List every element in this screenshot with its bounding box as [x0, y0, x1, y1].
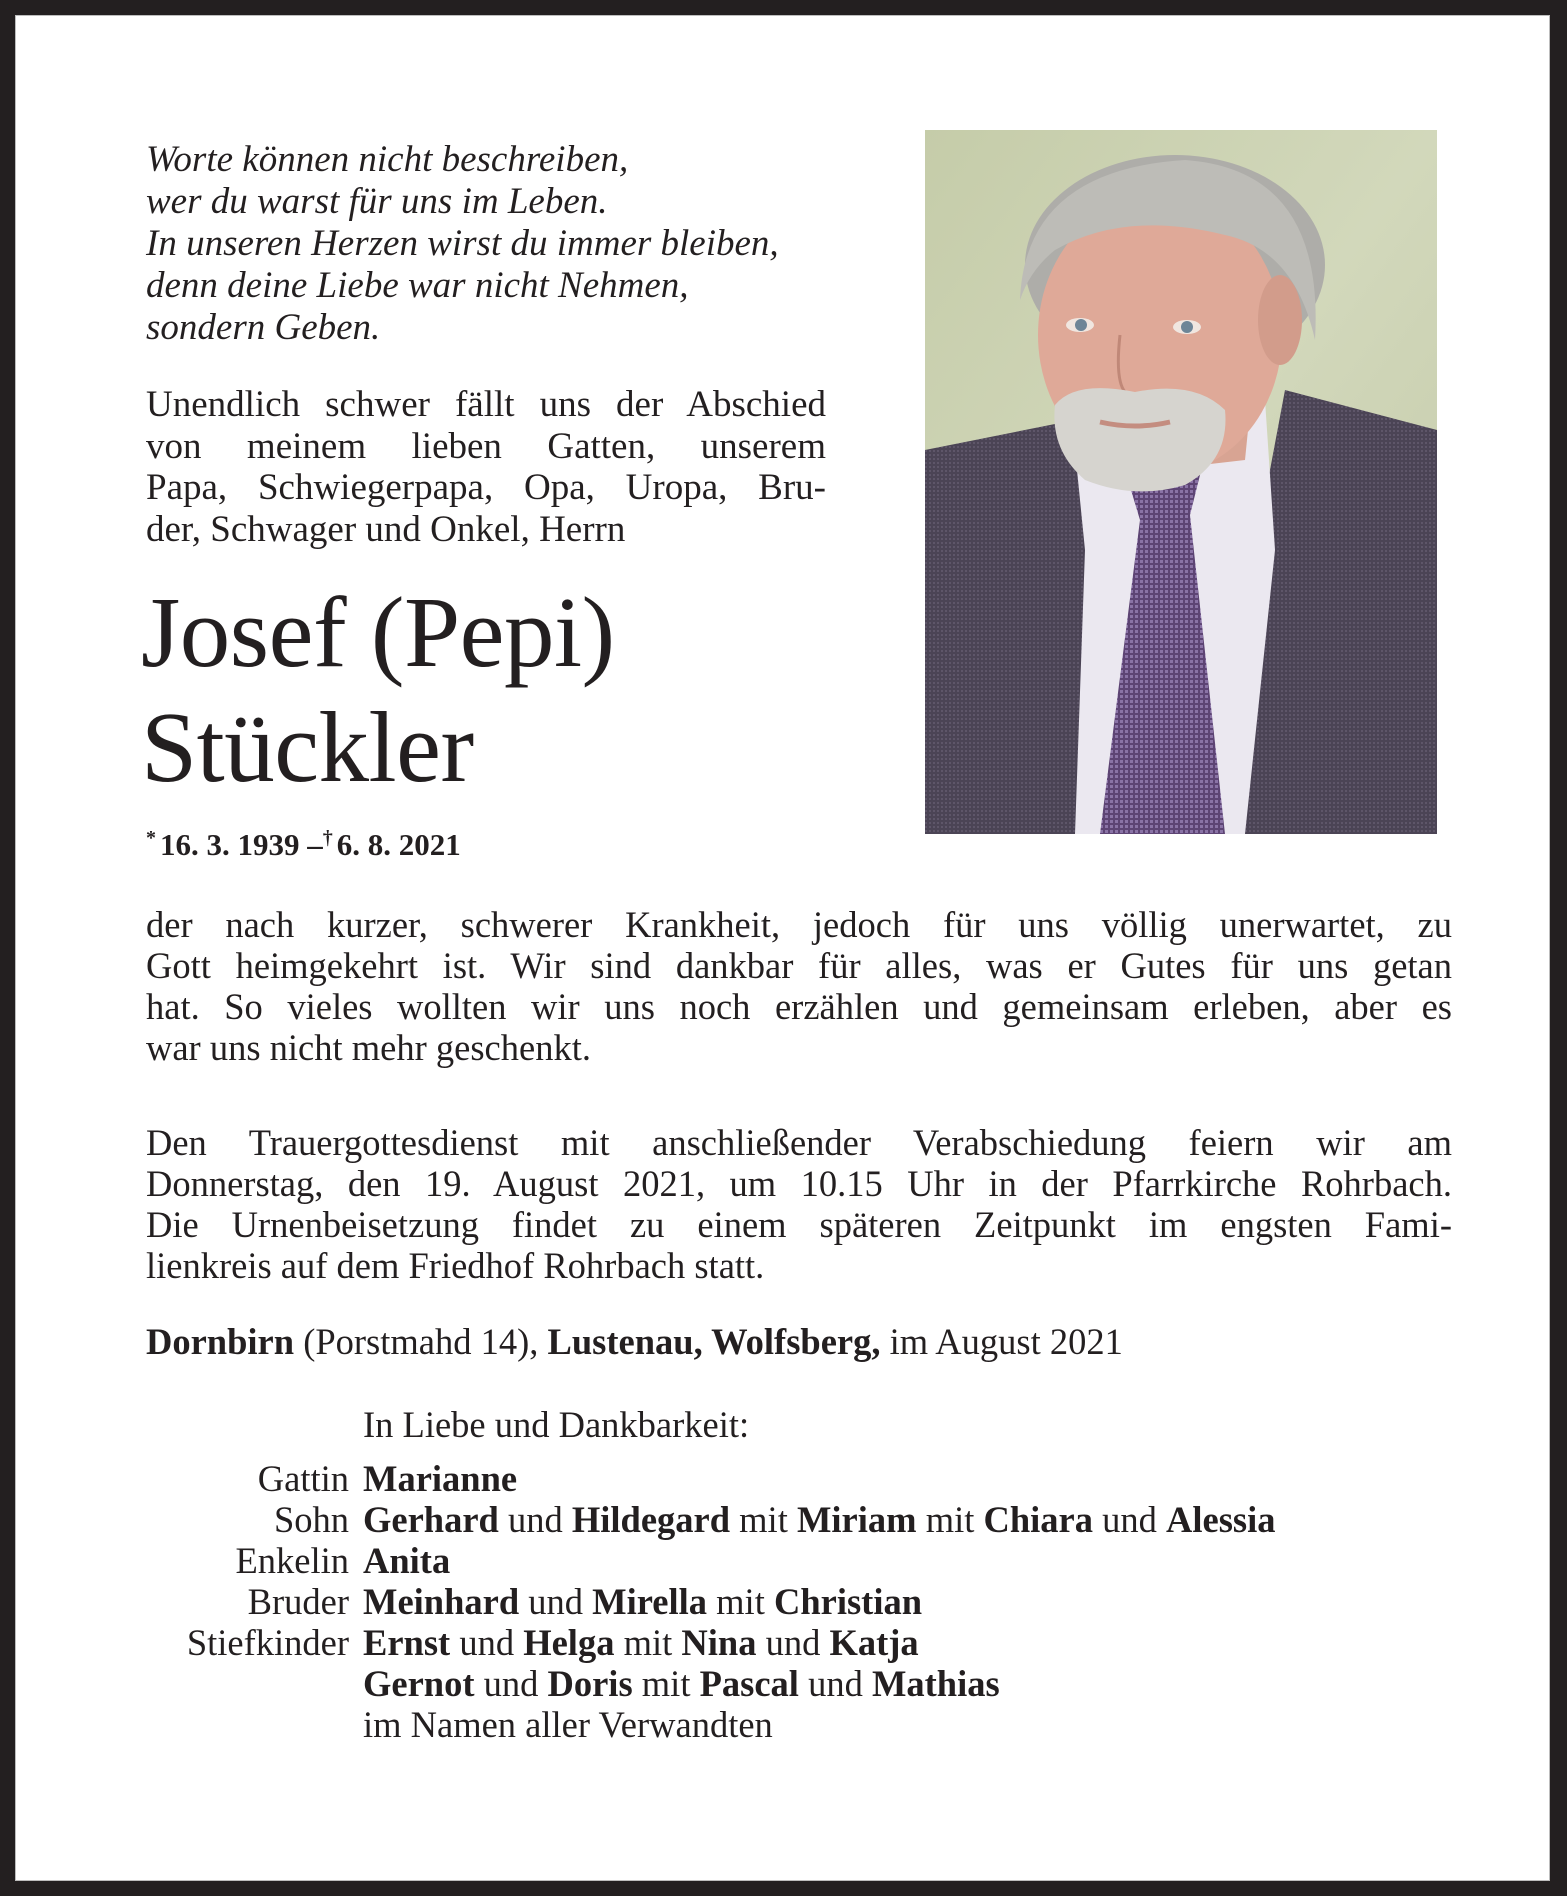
body-paragraph-2 [146, 1122, 1452, 1286]
family-row [146, 1622, 1452, 1663]
place-date: im August 2021 [880, 1321, 1123, 1362]
body-line: hat. So vieles wollten wir uns noch erzählen und gemeinsam erleben, aber es [146, 986, 1452, 1027]
family-member-name: Anita [363, 1540, 451, 1581]
portrait-photo-icon [925, 130, 1437, 834]
body-line: der nach kurzer, schwerer Krankheit, jedoch für uns völlig unerwartet, zu [146, 904, 1452, 945]
body-line: Donnerstag, den 19. August 2021, um 10.15 Uhr in der Pfarrkirche Rohrbach. [146, 1163, 1452, 1204]
family-connector: und [474, 1663, 548, 1704]
intro-line: Unendlich schwer fällt uns der Abschied [146, 384, 826, 425]
family-member-name: Meinhard [363, 1581, 520, 1622]
intro-paragraph [146, 384, 826, 551]
family-row [146, 1581, 1452, 1622]
intro-line: der, Schwager und Onkel, Herrn [146, 509, 626, 551]
poem-line: denn deine Liebe war nicht Nehmen, [146, 265, 689, 306]
family-row [146, 1663, 1452, 1704]
portrait-photo [925, 130, 1437, 834]
body-line: Den Trauergottesdienst mit anschließender Verabschiedung feiern wir am [146, 1122, 1452, 1163]
family-connector: und [450, 1622, 524, 1663]
deceased-name [141, 575, 615, 805]
poem-line: wer du warst für uns im Leben. [146, 181, 608, 222]
family-member-name: Marianne [363, 1458, 518, 1499]
family-row [146, 1540, 1452, 1581]
death-date: 6. 8. 2021 [336, 827, 461, 862]
family-member-name: Alessia [1166, 1499, 1276, 1540]
poem-line: Worte können nicht beschreiben, [146, 139, 629, 180]
family-member-name: Hildegard [571, 1499, 731, 1540]
body-paragraph-1 [146, 904, 1452, 1068]
death-cross-icon: † [322, 827, 333, 849]
place-city-primary: Dornbirn [146, 1321, 295, 1362]
family-names [363, 1499, 1276, 1540]
family-member-name: Mirella [592, 1581, 708, 1622]
family-relation-label [146, 1704, 363, 1745]
intro-line: Papa, Schwiegerpapa, Opa, Uropa, Bru- [146, 467, 826, 509]
date-separator: – [307, 827, 323, 862]
family-names [363, 1622, 919, 1663]
family-relation-label [146, 1663, 363, 1704]
birth-star-icon: * [146, 827, 156, 849]
family-member-name: Pascal [699, 1663, 799, 1704]
intro-line: von meinem lieben Gatten, unserem [146, 425, 826, 467]
obituary-page [15, 15, 1550, 1881]
family-row [146, 1458, 1452, 1499]
family-names [363, 1663, 1000, 1704]
family-member-name: Gernot [363, 1663, 475, 1704]
family-relation-label: Gattin [257, 1458, 349, 1499]
family-connector: und [1093, 1499, 1166, 1540]
birth-date: 16. 3. 1939 [160, 827, 300, 862]
family-names [363, 1540, 450, 1581]
poem [146, 139, 906, 349]
family-member-name: Ernst [363, 1622, 451, 1663]
name-line-last: Stückler [141, 691, 474, 803]
family-connector: im Namen aller Verwandten [363, 1704, 773, 1745]
family-member-name: Christian [773, 1581, 923, 1622]
family-relation-label: Enkelin [235, 1540, 349, 1581]
family-relation-label: Stiefkinder [186, 1622, 349, 1663]
family-member-name: Gerhard [363, 1499, 499, 1540]
body-line: Gott heimgekehrt ist. Wir sind dankbar für alles, was er Gutes für uns getan [146, 945, 1452, 986]
family-connector: mit [632, 1663, 700, 1704]
family-connector: mit [707, 1581, 774, 1622]
family-names [363, 1704, 773, 1745]
body-line: lienkreis auf dem Friedhof Rohrbach statt. [146, 1245, 765, 1286]
poem-line: sondern Geben. [146, 307, 381, 348]
family-member-name: Miriam [796, 1499, 917, 1540]
place-and-date [146, 1321, 1452, 1362]
family-row [146, 1499, 1452, 1540]
family-member-name: Katja [829, 1622, 919, 1663]
family-connector: und [798, 1663, 872, 1704]
place-cities-secondary: Lustenau, Wolfsberg, [547, 1321, 881, 1362]
family-connector: mit [916, 1499, 984, 1540]
family-member-name: Mathias [871, 1663, 1000, 1704]
family-connector: und [756, 1622, 830, 1663]
family-member-name: Helga [523, 1622, 615, 1663]
family-intro: In Liebe und Dankbarkeit: [363, 1404, 750, 1445]
family-row [146, 1704, 1452, 1745]
family-connector: mit [614, 1622, 682, 1663]
name-line-first: Josef (Pepi) [141, 576, 615, 688]
poem-line: In unseren Herzen wirst du immer bleiben, [146, 223, 779, 264]
family-names [363, 1581, 922, 1622]
body-line: war uns nicht mehr geschenkt. [146, 1027, 591, 1068]
family-connector: und [519, 1581, 593, 1622]
family-connector: und [498, 1499, 572, 1540]
family-connector: mit [730, 1499, 797, 1540]
place-address: (Porstmahd 14), [294, 1321, 548, 1362]
family-names [363, 1458, 517, 1499]
family-relation-label: Sohn [273, 1499, 349, 1540]
family-member-name: Nina [681, 1622, 757, 1663]
life-dates [146, 818, 461, 865]
body-line: Die Urnenbeisetzung findet zu einem späteren Zeitpunkt im engsten Fami- [146, 1204, 1452, 1245]
family-list [146, 1458, 1452, 1745]
family-relation-label: Bruder [247, 1581, 349, 1622]
family-member-name: Chiara [983, 1499, 1093, 1540]
family-member-name: Doris [547, 1663, 633, 1704]
